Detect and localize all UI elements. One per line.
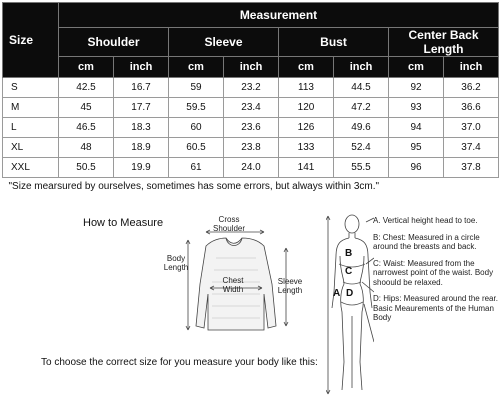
instruction-text: To choose the correct size for you measure your body like this: bbox=[41, 357, 318, 368]
table-cell: 126 bbox=[279, 118, 334, 138]
table-cell: 47.2 bbox=[334, 98, 389, 118]
table-cell: 24.0 bbox=[224, 158, 279, 178]
table-row bbox=[3, 98, 499, 118]
table-cell: 37.8 bbox=[444, 158, 499, 178]
unit-header: inch bbox=[224, 57, 279, 78]
table-cell: 44.5 bbox=[334, 78, 389, 98]
table-cell: 36.6 bbox=[444, 98, 499, 118]
note-b: B: Chest: Measured in a circle around the breasts and back. bbox=[373, 232, 480, 251]
table-cell: 18.9 bbox=[114, 138, 169, 158]
size-cell: S bbox=[3, 78, 59, 98]
letter-a: A bbox=[333, 288, 341, 299]
sleeve-header: Sleeve bbox=[169, 28, 279, 57]
table-cell: 42.5 bbox=[59, 78, 114, 98]
measurement-header: Measurement bbox=[59, 3, 499, 28]
how-to-measure-title: How to Measure bbox=[83, 217, 164, 229]
unit-header: cm bbox=[279, 57, 334, 78]
table-row bbox=[3, 78, 499, 98]
unit-header: cm bbox=[59, 57, 114, 78]
unit-header: cm bbox=[389, 57, 444, 78]
table-cell: 120 bbox=[279, 98, 334, 118]
cross-shoulder-label: Cross Shoulder bbox=[212, 215, 246, 233]
note-d: D: Hips: Measured around the rear. Basic Meaurements of the Human Body bbox=[373, 294, 498, 322]
table-row bbox=[3, 158, 499, 178]
shoulder-header: Shoulder bbox=[59, 28, 169, 57]
table-cell: 95 bbox=[389, 138, 444, 158]
table-cell: 23.6 bbox=[224, 118, 279, 138]
table-cell: 93 bbox=[389, 98, 444, 118]
table-cell: 46.5 bbox=[59, 118, 114, 138]
body-outline bbox=[332, 238, 372, 390]
unit-header: inch bbox=[334, 57, 389, 78]
size-cell: M bbox=[3, 98, 59, 118]
table-row bbox=[3, 118, 499, 138]
note-row bbox=[3, 178, 499, 196]
body-measure-diagram bbox=[326, 212, 374, 398]
center-back-length-header: Center Back Length bbox=[389, 28, 499, 57]
table-cell: 60 bbox=[169, 118, 224, 138]
table-cell: 133 bbox=[279, 138, 334, 158]
table-cell: 94 bbox=[389, 118, 444, 138]
size-cell: XL bbox=[3, 138, 59, 158]
note-c: C: Waist: Measured from the narrowest point of the waist. Body shoould be relaxed. bbox=[373, 258, 494, 287]
table-cell: 52.4 bbox=[334, 138, 389, 158]
sleeve-length-label: Sleeve Length bbox=[277, 277, 303, 295]
note-a: A. Vertical height head to toe. bbox=[373, 216, 478, 225]
chest-width-label: Chest Width bbox=[222, 276, 244, 294]
letter-d: D bbox=[346, 288, 354, 299]
table-cell: 19.9 bbox=[114, 158, 169, 178]
bust-header: Bust bbox=[279, 28, 389, 57]
size-note: "Size mearsured by ourselves, sometimes has some errors, but always within 3cm." bbox=[8, 180, 380, 192]
table-cell: 45 bbox=[59, 98, 114, 118]
table-cell: 48 bbox=[59, 138, 114, 158]
body-measure-notes bbox=[373, 216, 499, 330]
table-cell: 141 bbox=[279, 158, 334, 178]
unit-header: cm bbox=[169, 57, 224, 78]
table-cell: 37.4 bbox=[444, 138, 499, 158]
table-cell: 55.5 bbox=[334, 158, 389, 178]
letter-c: C bbox=[345, 266, 353, 277]
table-cell: 23.2 bbox=[224, 78, 279, 98]
table-row bbox=[3, 138, 499, 158]
table-cell: 60.5 bbox=[169, 138, 224, 158]
table-cell: 59 bbox=[169, 78, 224, 98]
letter-b: B bbox=[345, 248, 353, 259]
table-cell: 49.6 bbox=[334, 118, 389, 138]
size-cell: XXL bbox=[3, 158, 59, 178]
size-header: Size bbox=[3, 3, 59, 78]
size-cell: L bbox=[3, 118, 59, 138]
body-length-label: Body Length bbox=[163, 254, 189, 272]
table-cell: 17.7 bbox=[114, 98, 169, 118]
table-cell: 16.7 bbox=[114, 78, 169, 98]
table-cell: 50.5 bbox=[59, 158, 114, 178]
table-cell: 37.0 bbox=[444, 118, 499, 138]
unit-header: inch bbox=[114, 57, 169, 78]
table-cell: 92 bbox=[389, 78, 444, 98]
table-cell: 18.3 bbox=[114, 118, 169, 138]
table-cell: 36.2 bbox=[444, 78, 499, 98]
table-cell: 59.5 bbox=[169, 98, 224, 118]
table-cell: 96 bbox=[389, 158, 444, 178]
table-cell: 61 bbox=[169, 158, 224, 178]
table-header-row bbox=[3, 3, 499, 28]
group-header-row bbox=[3, 28, 499, 57]
unit-header: inch bbox=[444, 57, 499, 78]
size-chart-table bbox=[2, 2, 499, 195]
table-cell: 113 bbox=[279, 78, 334, 98]
table-cell: 23.4 bbox=[224, 98, 279, 118]
unit-header-row bbox=[3, 57, 499, 78]
table-cell: 23.8 bbox=[224, 138, 279, 158]
